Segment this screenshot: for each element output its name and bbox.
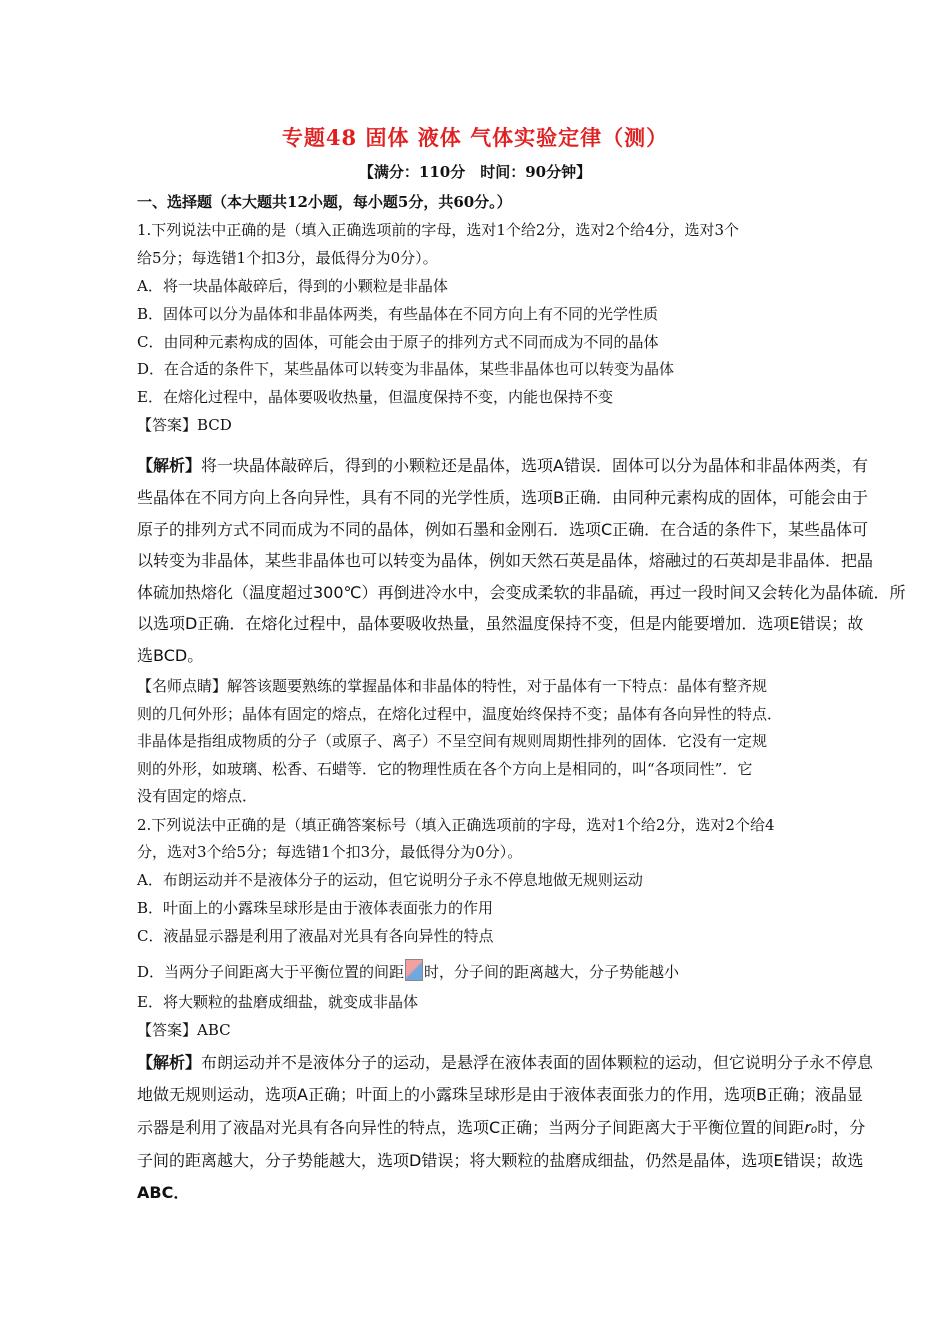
section-heading: 一、选择题（本大题共12小题，每小题5分，共60分。）	[137, 193, 512, 211]
q2-answer: 【答案】ABC	[137, 1021, 231, 1039]
page-title: 专题48 固体 液体 气体实验定律（测）	[281, 125, 669, 150]
formula-image-icon	[405, 959, 423, 981]
q1-stem-line2: 给5分；每选错1个扣3分，最低得分为0分）。	[137, 249, 438, 267]
q1-analysis-tag: 【解析】	[137, 456, 202, 475]
q2-analysis-line	[137, 1117, 865, 1139]
q1-answer: 【答案】BCD	[137, 416, 232, 434]
q2-option-d	[137, 959, 679, 982]
q1-tip-line: 没有固定的熔点．	[137, 787, 258, 805]
q2-analysis-line: 地做无规则运动，选项A正确；叶面上的小露珠呈球形是由于液体表面张力的作用，选项B正确；液晶显	[137, 1085, 863, 1104]
q1-tip-line: 非晶体是指组成物质的分子（或原子、离子）不呈空间有规则周期性排列的固体．它没有一定规	[137, 732, 768, 750]
q1-analysis-line: 以转变为非晶体，某些非晶体也可以转变为晶体，例如天然石英是晶体，熔融过的石英却是非晶体．把晶	[137, 551, 874, 570]
q2-stem-line1: 2.下列说法中正确的是（填正确答案标号（填入正确选项前的字母，选对1个给2分，选对2个给4	[137, 816, 775, 834]
q1-option-a: A．将一块晶体敲碎后，得到的小颗粒是非晶体	[137, 277, 448, 295]
q1-option-b: B．固体可以分为晶体和非晶体两类，有些晶体在不同方向上有不同的光学性质	[137, 305, 659, 323]
q2-analysis-line: ABC．	[137, 1183, 190, 1202]
q2-analysis-text: 布朗运动并不是液体分子的运动，是悬浮在液体表面的固体颗粒的运动，但它说明分子永不停息	[201, 1053, 874, 1072]
exam-meta: 【满分：110分 时间：90分钟】	[358, 163, 592, 181]
q2-option-c: C．液晶显示器是利用了液晶对光具有各向异性的特点	[137, 927, 494, 945]
q2-stem-line2: 分，选对3个给5分；每选错1个扣3分，最低得分为0分）。	[137, 843, 523, 861]
q2-analysis-tag: 【解析】	[137, 1053, 202, 1072]
q1-analysis-text: 将一块晶体敲碎后，得到的小颗粒还是晶体，选项A错误．固体可以分为晶体和非晶体两类，有	[201, 456, 868, 475]
q2-option-d-text: D．当两分子间距离大于平衡位置的间距	[137, 963, 405, 981]
q2-analysis-text: 示器是利用了液晶对光具有各向异性的特点，选项C正确；当两分子间距离大于平衡位置的间距	[137, 1118, 805, 1137]
q1-option-c: C．由同种元素构成的固体，可能会由于原子的排列方式不同而成为不同的晶体	[137, 333, 659, 351]
q2-option-b: B．叶面上的小露珠呈球形是由于液体表面张力的作用	[137, 899, 494, 917]
q1-analysis-line: 以选项D正确．在熔化过程中，晶体要吸收热量，虽然温度保持不变，但是内能要增加．选项E错误；故	[137, 614, 864, 633]
q1-tip-line: 【名师点睛】解答该题要熟练的掌握晶体和非晶体的特性，对于晶体有一下特点：晶体有整齐规	[137, 677, 768, 695]
q2-option-d-text: 时，分子间的距离越大，分子势能越小	[424, 963, 680, 981]
q2-analysis-line	[137, 1052, 873, 1074]
q1-option-e: E．在熔化过程中，晶体要吸收热量，但温度保持不变，内能也保持不变	[137, 388, 613, 406]
q1-analysis-line	[137, 455, 868, 477]
q1-tip-line: 则的外形，如玻璃、松香、石蜡等．它的物理性质在各个方向上是相同的，叫“各项同性”．它	[137, 760, 753, 778]
q2-analysis-text: 时，分	[817, 1118, 866, 1137]
q1-analysis-line: 原子的排列方式不同而成为不同的晶体，例如石墨和金刚石．选项C正确．在合适的条件下，某些晶体可	[137, 520, 869, 539]
q1-option-d: D．在合适的条件下，某些晶体可以转变为非晶体，某些非晶体也可以转变为晶体	[137, 360, 675, 378]
q1-analysis-line: 体硫加热熔化（温度超过300℃）再倒进冷水中，会变成柔软的非晶硫，再过一段时间又会转化为晶体硫．所	[137, 583, 906, 602]
q1-tip-line: 则的几何外形；晶体有固定的熔点，在熔化过程中，温度始终保持不变；晶体有各向异性的特点．	[137, 705, 783, 723]
q1-analysis-line: 些晶体在不同方向上各向异性，具有不同的光学性质，选项B正确．由同种元素构成的固体，可能会由于	[137, 488, 868, 507]
q2-option-e: E．将大颗粒的盐磨成细盐，就变成非晶体	[137, 993, 418, 1011]
q2-option-a: A．布朗运动并不是液体分子的运动，但它说明分子永不停息地做无规则运动	[137, 871, 643, 889]
r0-symbol: r₀	[804, 1118, 818, 1137]
q1-stem-line1: 1.下列说法中正确的是（填入正确选项前的字母，选对1个给2分，选对2个给4分，选对3个	[137, 221, 740, 239]
q1-analysis-line: 选BCD。	[137, 646, 204, 665]
q2-analysis-line: 子间的距离越大，分子势能越大，选项D错误；将大颗粒的盐磨成细盐，仍然是晶体，选项E错误；故选	[137, 1151, 864, 1170]
